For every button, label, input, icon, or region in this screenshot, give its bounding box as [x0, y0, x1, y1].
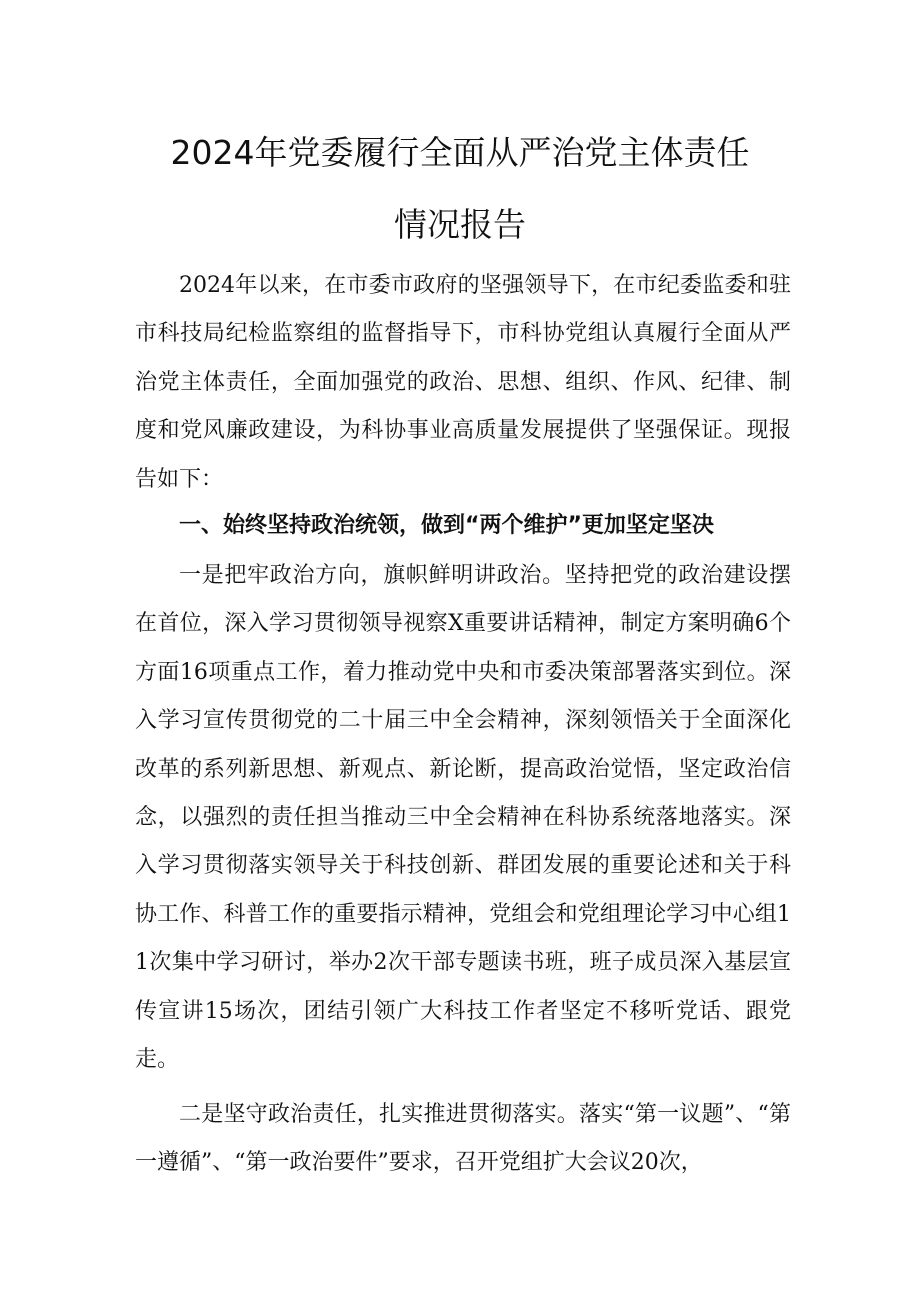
- document-title-line-1: 2024年党委履行全面从严治党主体责任: [170, 133, 750, 172]
- document-title-line-2: 情况报告: [394, 205, 526, 244]
- paragraph-2: [135, 1091, 791, 1188]
- paragraph-1: [135, 552, 791, 1084]
- paragraph-2-text: 二是坚守政治责任，扎实推进贯彻落实。落实“第一议题”、“第一遵循”、“第一政治要件”要求，召开党组扩大会议20次，: [135, 1102, 791, 1176]
- intro-paragraph: [135, 262, 791, 504]
- section-1-heading: 一、始终坚持政治统领，做到“两个维护”更加坚定坚决: [179, 513, 714, 538]
- paragraph-1-text: 一是把牢政治方向，旗帜鲜明讲政治。坚持把党的政治建设摆在首位，深入学习贯彻领导视察X重要讲话精神，制定方案明确6个方面16项重点工作，着力推动党中央和市委决策部署落实到位。深入学习宣传贯彻党的二十届三中全会精神，深刻领悟关于全面深化改革的系列新思想、新观点、新论断，提高政治觉悟，坚定政治信念，以强烈的责任担当推动三中全会精神在科协系统落地落实。深入学习贯彻落实领导关于科技创新、群团发展的重要论述和关于科协工作、科普工作的重要指示精神，党组会和党组理论学习中心组11次集中学习研讨，举办2次干部专题读书班，班子成员深入基层宣传宣讲15场次，团结引领广大科技工作者坚定不移听党话、跟党走。: [135, 563, 791, 1073]
- intro-text: 2024年以来，在市委市政府的坚强领导下，在市纪委监委和驻市科技局纪检监察组的监督指导下，市科协党组认真履行全面从严治党主体责任，全面加强党的政治、思想、组织、作风、纪律、制度和党风廉政建设，为科协事业高质量发展提供了坚强保证。现报告如下：: [135, 273, 791, 492]
